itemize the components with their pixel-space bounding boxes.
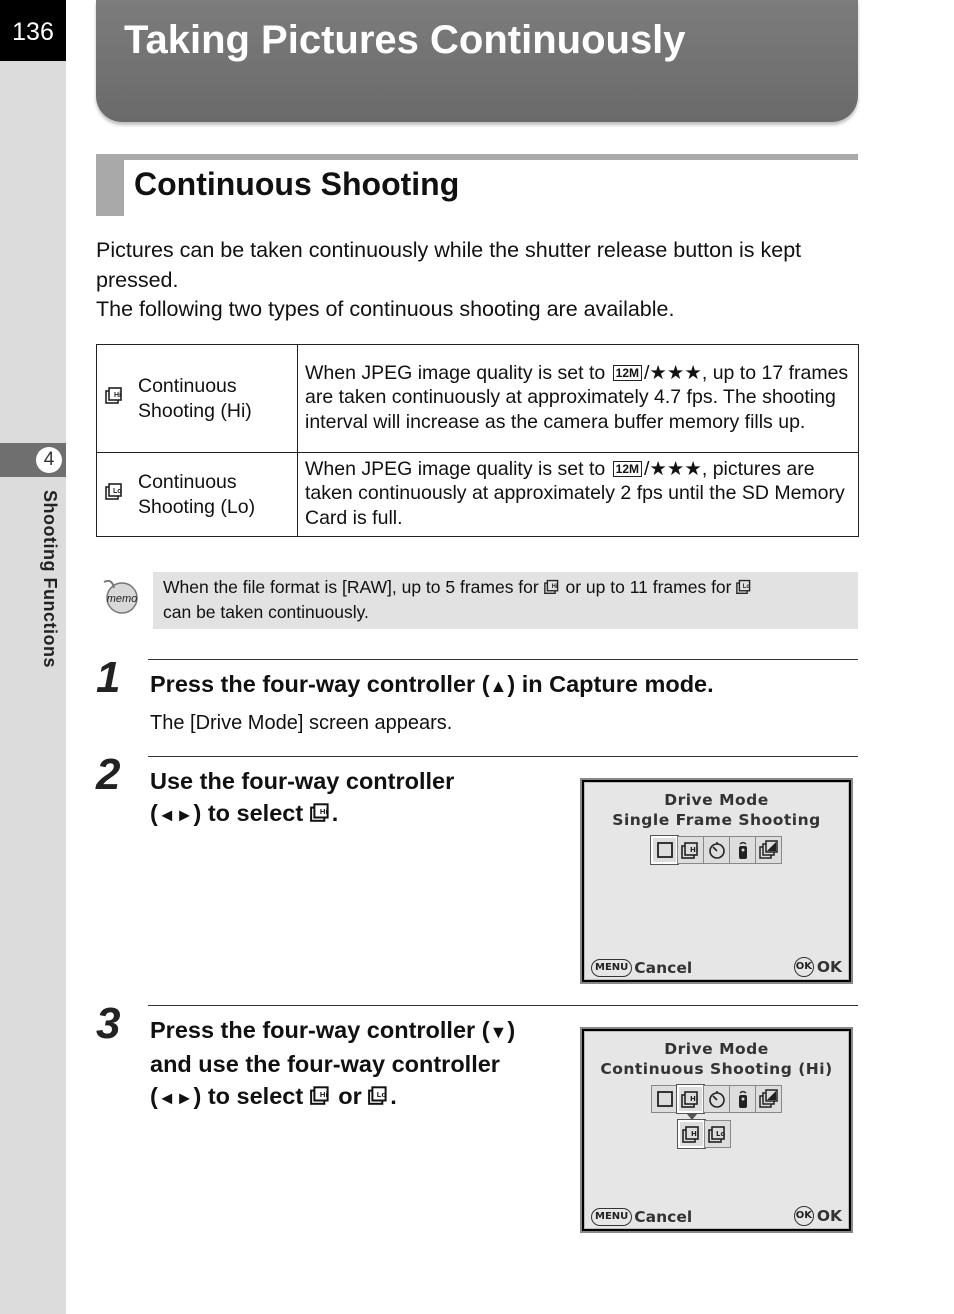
step-3-heading — [150, 1014, 570, 1114]
step-2-head-end: . — [331, 800, 339, 826]
memo-note — [153, 572, 858, 629]
svg-text:Hi: Hi — [690, 1130, 699, 1138]
continuous-submenu — [678, 1120, 730, 1148]
memo-text-a: When the file format is [RAW], up to 5 frames for — [163, 577, 539, 597]
intro-text — [96, 236, 858, 325]
exposure-bracket-icon[interactable] — [755, 836, 782, 864]
ok-label: OK — [816, 1207, 842, 1225]
mode-description-cell — [298, 345, 859, 453]
continuous-hi-icon — [105, 385, 131, 412]
drive-mode-screen-2 — [580, 1027, 853, 1233]
desc-pre: When JPEG image quality is set to — [305, 361, 606, 384]
section-marker — [96, 154, 124, 216]
page-title: Taking Pictures Continuously — [124, 18, 686, 62]
memo-text-c: can be taken continuously. — [163, 601, 369, 622]
title-banner — [96, 0, 858, 122]
memo-text-b: or up to 11 frames for — [565, 577, 732, 597]
self-timer-icon[interactable] — [703, 1085, 730, 1113]
chapter-number: 4 — [36, 447, 62, 473]
ok-button-icon: OK — [794, 957, 814, 977]
section-rule — [96, 154, 858, 160]
mode-name-cell — [97, 453, 298, 537]
table-row — [97, 345, 859, 453]
svg-text:Hi: Hi — [319, 807, 328, 817]
cancel-label: Cancel — [634, 959, 693, 977]
single-frame-icon[interactable] — [651, 836, 678, 864]
svg-text:Lo: Lo — [715, 1130, 725, 1138]
continuous-hi-icon[interactable] — [677, 1085, 704, 1113]
svg-text:Lo: Lo — [743, 584, 751, 591]
step-1-number: 1 — [96, 653, 121, 702]
quality-12m-icon: 12M — [613, 365, 642, 381]
desc-pre: When JPEG image quality is set to — [305, 457, 606, 480]
page-number: 136 — [0, 0, 66, 61]
continuous-hi-icon[interactable] — [678, 1120, 705, 1148]
left-right-arrows-icon: ◄► — [157, 1088, 194, 1108]
step-3-rule — [148, 1005, 858, 1006]
svg-text:memo: memo — [106, 593, 138, 605]
ok-button-icon: OK — [794, 1206, 814, 1226]
continuous-hi-icon — [544, 578, 561, 601]
step-1-body: The [Drive Mode] screen appears. — [150, 712, 453, 734]
desc-post: , up to 17 frames are taken continuously at approximately 4.7 fps. The shooting interval will increase as the camera buffer memory fills up. — [305, 361, 849, 433]
step-1-heading — [150, 668, 714, 702]
svg-text:Lo: Lo — [377, 1090, 387, 1100]
remote-control-icon[interactable] — [729, 1085, 756, 1113]
self-timer-icon[interactable] — [703, 836, 730, 864]
menu-button-icon: MENU — [591, 1208, 632, 1226]
step-3-head-line-2: and use the four-way controller — [150, 1051, 500, 1077]
step-2-heading — [150, 765, 560, 831]
quality-12m-icon: 12M — [613, 461, 642, 477]
desc-stars: /★★★ — [643, 457, 702, 480]
step-3-head-a: ( — [150, 1083, 158, 1109]
svg-text:Hi: Hi — [689, 846, 698, 854]
remote-control-icon[interactable] — [729, 836, 756, 864]
step-1-head-b: ) in Capture mode. — [507, 671, 714, 697]
continuous-lo-icon — [368, 1082, 390, 1114]
left-right-arrows-icon: ◄► — [157, 805, 194, 825]
step-1-head-a: Press the four-way controller ( — [150, 671, 490, 697]
cancel-label: Cancel — [634, 1208, 693, 1226]
step-2-number: 2 — [96, 750, 121, 799]
step-3-head-line-1a: Press the four-way controller ( — [150, 1017, 490, 1043]
step-3-head-end: . — [390, 1083, 397, 1109]
desc-stars: /★★★ — [643, 361, 702, 384]
mode-name-cell — [97, 345, 298, 453]
screen-subtitle: Single Frame Shooting — [612, 811, 821, 829]
step-2-head-a: ( — [150, 800, 158, 826]
step-2-head-line-1: Use the four-way controller — [150, 768, 455, 794]
screen-title: Drive Mode — [664, 791, 769, 809]
mode-name-line-2: Shooting (Hi) — [138, 399, 252, 422]
step-3-head-b: ) to select — [193, 1083, 304, 1109]
mode-name-line-1: Continuous — [138, 375, 237, 397]
section-title: Continuous Shooting — [134, 166, 460, 202]
cancel-button[interactable] — [591, 1208, 692, 1226]
continuous-lo-icon — [736, 578, 753, 601]
continuous-hi-icon — [310, 1082, 332, 1114]
intro-line-1: Pictures can be taken continuously while the shutter release button is kept pressed. — [96, 238, 802, 292]
desc-post: , pictures are taken continuously at approximately 2 fps until the SD Memory Card is full. — [305, 457, 845, 529]
chapter-label: Shooting Functions — [40, 490, 60, 668]
continuous-lo-icon — [105, 481, 131, 508]
step-1-rule — [148, 659, 858, 660]
up-arrow-icon: ▲ — [489, 676, 508, 696]
drive-mode-icons — [651, 836, 781, 864]
table-row — [97, 453, 859, 537]
ok-button[interactable] — [794, 1206, 842, 1226]
cancel-button[interactable] — [591, 959, 692, 977]
ok-button[interactable] — [794, 957, 842, 977]
mode-name-line-1: Continuous — [138, 471, 237, 493]
menu-button-icon: MENU — [591, 959, 632, 977]
drive-mode-icons — [651, 1085, 781, 1113]
drive-mode-screen-1 — [580, 778, 853, 984]
intro-line-2: The following two types of continuous shooting are available. — [96, 297, 675, 321]
svg-text:Lo: Lo — [113, 488, 122, 496]
down-arrow-icon: ▼ — [489, 1022, 508, 1042]
screen-title: Drive Mode — [664, 1040, 769, 1058]
svg-text:Hi: Hi — [319, 1090, 328, 1100]
single-frame-icon[interactable] — [651, 1085, 678, 1113]
continuous-modes-table — [96, 344, 859, 537]
step-3-head-or: or — [338, 1083, 362, 1109]
exposure-bracket-icon[interactable] — [755, 1085, 782, 1113]
mode-name-line-2: Shooting (Lo) — [138, 495, 256, 518]
step-3-number: 3 — [96, 999, 121, 1048]
continuous-hi-icon — [310, 799, 332, 831]
continuous-hi-icon[interactable] — [677, 836, 704, 864]
continuous-lo-icon[interactable] — [704, 1120, 731, 1148]
step-2-head-b: ) to select — [193, 800, 304, 826]
step-3-head-line-1b: ) — [507, 1017, 516, 1043]
mode-description-cell — [298, 453, 859, 537]
svg-text:Hi: Hi — [114, 392, 121, 400]
screen-subtitle: Continuous Shooting (Hi) — [600, 1060, 833, 1078]
step-2-rule — [148, 756, 858, 757]
ok-label: OK — [816, 958, 842, 976]
svg-text:Hi: Hi — [551, 584, 558, 591]
svg-text:Hi: Hi — [689, 1095, 698, 1103]
memo-icon — [100, 576, 140, 616]
